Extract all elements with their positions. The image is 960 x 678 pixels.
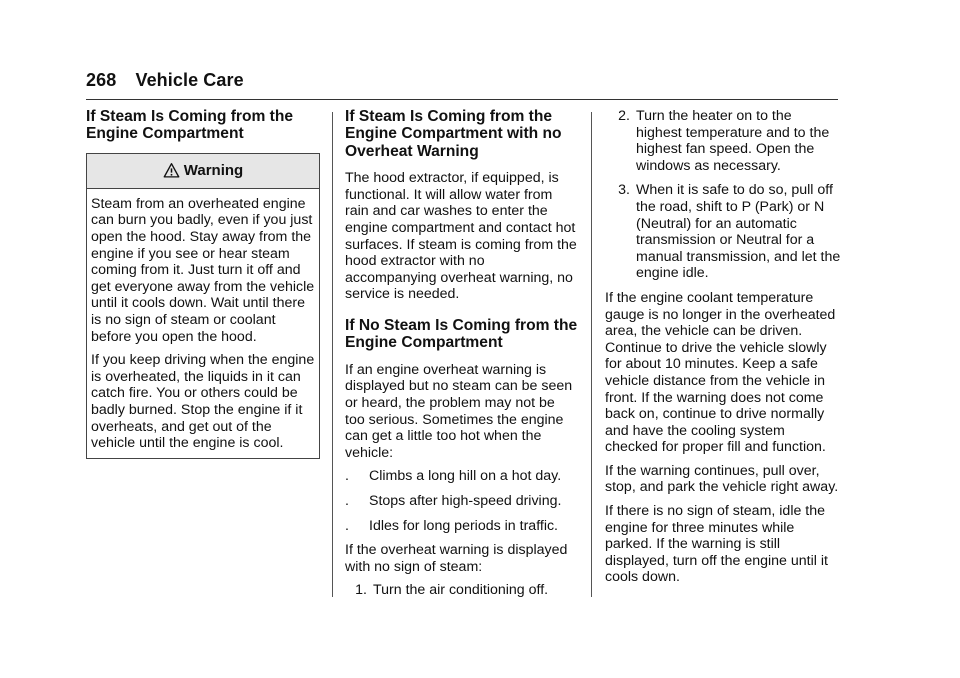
- column-divider-1: [332, 112, 333, 597]
- column-divider-2: [591, 112, 592, 597]
- step-number: 3.: [618, 182, 630, 199]
- list-item-text: Climbs a long hill on a hot day.: [369, 468, 562, 485]
- page-number: 268: [86, 70, 117, 90]
- section-title: Vehicle Care: [135, 70, 244, 90]
- bullet-dot: .: [345, 517, 349, 534]
- warning-paragraph: If you keep driving when the engine is overheated, the liquids in it can catch fire. You or others could be badly burned. Stop the engine if it overheats, and get out of the vehicle until the engine is cool.: [91, 352, 315, 452]
- list-item: [345, 518, 578, 535]
- bullet-dot: .: [345, 492, 349, 509]
- column-1: [86, 108, 320, 459]
- step-number: 1.: [355, 582, 367, 599]
- list-item-text: Idles for long periods in traffic.: [369, 517, 559, 534]
- warning-body: [87, 189, 319, 458]
- warning-header: [87, 154, 319, 189]
- warning-paragraph: Steam from an overheated engine can burn you badly, even if you just open the hood. Stay away from the engine if you see or hear steam coming from it. Just turn it off and get everyone away from the vehicle until it cools down. Wait until there is no sign of steam or coolant before you open the hood.: [91, 195, 315, 345]
- warning-label: Warning: [183, 161, 244, 179]
- step-item: [345, 582, 578, 599]
- heading-no-steam: If No Steam Is Coming from the Engine Compartment: [345, 316, 578, 352]
- heading-no-overheat-warning: If Steam Is Coming from the Engine Compartment with no Overheat Warning: [345, 108, 562, 160]
- warning-box: [86, 153, 320, 459]
- paragraph-coolant-gauge: If the engine coolant temperature gauge is no longer in the overheated area, the vehicle can be driven. Continue to drive the vehicle slowly for about 10 minutes. Keep a safe vehicle distance from the vehicle in front. If the warning does not come back on, continue to drive normally and have the cooling system checked for proper fill and function.: [605, 289, 836, 456]
- warning-triangle-icon: [163, 162, 180, 179]
- list-item: [345, 493, 578, 510]
- step-number: 2.: [618, 108, 630, 124]
- heading-steam-coming: If Steam Is Coming from the Engine Compartment: [86, 108, 294, 143]
- paragraph-overheat-no-steam: If an engine overheat warning is displayed but no steam can be seen or heard, the problem may not be too serious. Sometimes the engine can get a little too hot when the vehicle:: [345, 361, 573, 461]
- step-item: [605, 108, 841, 174]
- list-item-text: Stops after high-speed driving.: [369, 492, 562, 509]
- column-3: [605, 108, 841, 593]
- header-rule: [86, 99, 838, 100]
- bullet-dot: .: [345, 468, 349, 485]
- step-text: When it is safe to do so, pull off the road, shift to P (Park) or N (Neutral) for an automatic transmission or Neutral for a manual transmission, and let the engine idle.: [636, 182, 841, 282]
- list-item: [345, 468, 578, 485]
- paragraph-hood-extractor: The hood extractor, if equipped, is functional. It will allow water from rain and car washes to enter the engine compartment and contact hot surfaces. If steam is coming from the hood extractor with no accompanying overheat warning, no service is needed.: [345, 170, 577, 303]
- step-text: Turn the heater on to the highest temperature and to the highest fan speed. Open the windows as necessary.: [636, 108, 830, 174]
- paragraph-no-steam-idle: If there is no sign of steam, idle the engine for three minutes while parked. If the warning is still displayed, turn off the engine until it cools down.: [605, 503, 828, 586]
- paragraph-warning-continues: If the warning continues, pull over, stop, and park the vehicle right away.: [605, 462, 839, 496]
- step-item: [605, 182, 841, 282]
- paragraph-steps-intro: If the overheat warning is displayed with no sign of steam:: [345, 542, 568, 575]
- step-text: Turn the air conditioning off.: [373, 582, 549, 599]
- page-header: [86, 70, 244, 91]
- column-2: [345, 108, 578, 607]
